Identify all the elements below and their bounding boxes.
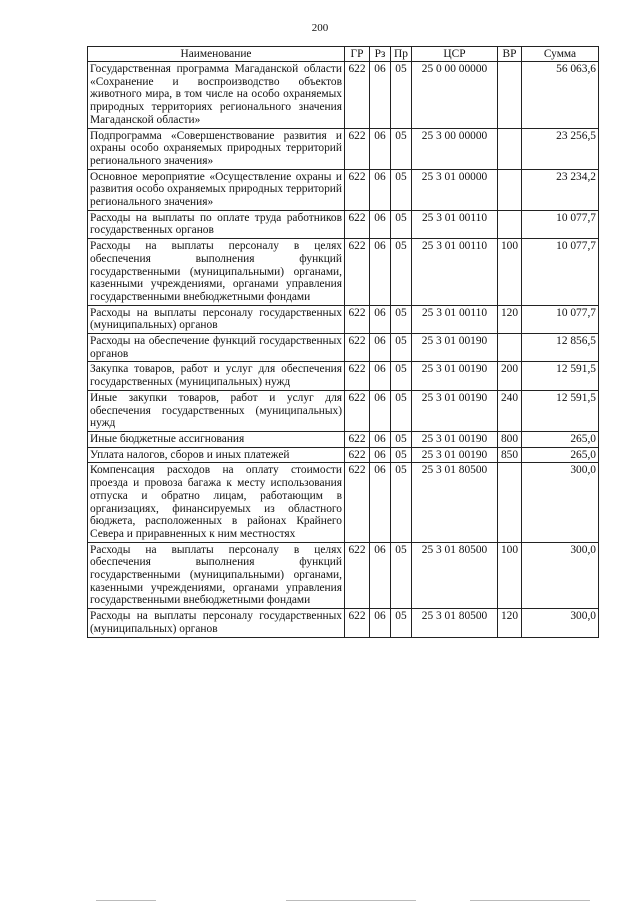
cell-sum: 10 077,7: [522, 239, 599, 306]
cell-gr: 622: [345, 463, 370, 542]
table-row: [88, 334, 599, 362]
cell-vr: [498, 169, 522, 210]
cell-gr: 622: [345, 62, 370, 129]
cell-gr: 622: [345, 609, 370, 637]
cell-pr: 05: [391, 128, 412, 169]
cell-sum: 300,0: [522, 609, 599, 637]
cell-vr: [498, 210, 522, 238]
cell-pr: 05: [391, 169, 412, 210]
cell-name: Расходы на обеспечение функций государственных органов: [88, 334, 345, 362]
table-row: [88, 210, 599, 238]
cell-vr: 240: [498, 390, 522, 431]
header-vr: ВР: [498, 47, 522, 62]
cell-rz: 06: [370, 305, 391, 333]
table-row: [88, 447, 599, 463]
cell-name: Государственная программа Магаданской области «Сохранение и воспроизводство объектов животного мира, в том числе на особо охраняемых природных территориях регионального значения Магаданской области»: [88, 62, 345, 129]
cell-rz: 06: [370, 169, 391, 210]
cell-name: Компенсация расходов на оплату стоимости проезда и провоза багажа к месту использования отпуска и обратно лицам, работающим в организациях, финансируемых из областного бюджета, расположенных в районах Крайнего Севера и приравненных к ним местностях: [88, 463, 345, 542]
cell-gr: 622: [345, 239, 370, 306]
table-row: [88, 362, 599, 390]
table-row: [88, 390, 599, 431]
cell-vr: [498, 128, 522, 169]
cell-name: Расходы на выплаты персоналу государственных (муниципальных) органов: [88, 609, 345, 637]
table-row: [88, 169, 599, 210]
table-header-row: [88, 47, 599, 62]
cell-csr: 25 3 00 00000: [412, 128, 498, 169]
table-row: [88, 305, 599, 333]
cell-vr: 100: [498, 239, 522, 306]
cell-pr: 05: [391, 334, 412, 362]
cell-gr: 622: [345, 210, 370, 238]
cell-sum: 300,0: [522, 542, 599, 609]
cell-gr: 622: [345, 305, 370, 333]
cell-csr: 25 3 01 00190: [412, 390, 498, 431]
cell-pr: 05: [391, 362, 412, 390]
table-row: [88, 463, 599, 542]
cell-gr: 622: [345, 169, 370, 210]
cell-rz: 06: [370, 431, 391, 447]
cell-gr: 622: [345, 542, 370, 609]
cell-rz: 06: [370, 609, 391, 637]
cell-sum: 265,0: [522, 431, 599, 447]
cell-pr: 05: [391, 305, 412, 333]
footer-rule: [286, 900, 416, 901]
cell-name: Расходы на выплаты персоналу в целях обеспечения выполнения функций государственными (муниципальными) органами, казенными учреждениями, органами управления государственными внебюджетными фондами: [88, 239, 345, 306]
cell-sum: 23 234,2: [522, 169, 599, 210]
cell-vr: [498, 62, 522, 129]
table-row: [88, 128, 599, 169]
cell-pr: 05: [391, 210, 412, 238]
cell-gr: 622: [345, 447, 370, 463]
cell-vr: [498, 463, 522, 542]
cell-csr: 25 3 01 00190: [412, 334, 498, 362]
cell-name: Расходы на выплаты по оплате труда работников государственных органов: [88, 210, 345, 238]
cell-sum: 23 256,5: [522, 128, 599, 169]
cell-name: Подпрограмма «Совершенствование развития и охраны особо охраняемых природных территорий регионального значения»: [88, 128, 345, 169]
cell-sum: 265,0: [522, 447, 599, 463]
cell-sum: 12 591,5: [522, 362, 599, 390]
table-row: [88, 62, 599, 129]
cell-name: Иные закупки товаров, работ и услуг для обеспечения государственных (муниципальных) нужд: [88, 390, 345, 431]
cell-pr: 05: [391, 463, 412, 542]
cell-csr: 25 3 01 00110: [412, 305, 498, 333]
cell-rz: 06: [370, 463, 391, 542]
header-pr: Пр: [391, 47, 412, 62]
cell-sum: 10 077,7: [522, 305, 599, 333]
cell-csr: 25 3 01 00110: [412, 239, 498, 306]
header-name: Наименование: [88, 47, 345, 62]
cell-pr: 05: [391, 62, 412, 129]
header-gr: ГР: [345, 47, 370, 62]
cell-sum: 300,0: [522, 463, 599, 542]
cell-pr: 05: [391, 447, 412, 463]
cell-csr: 25 3 01 00190: [412, 431, 498, 447]
cell-pr: 05: [391, 239, 412, 306]
cell-name: Основное мероприятие «Осуществление охраны и развития особо охраняемых природных территорий регионального значения»: [88, 169, 345, 210]
cell-gr: 622: [345, 334, 370, 362]
footer-rule: [470, 900, 590, 901]
cell-vr: [498, 334, 522, 362]
page-number: 200: [311, 22, 329, 34]
cell-vr: 800: [498, 431, 522, 447]
cell-rz: 06: [370, 334, 391, 362]
footer-rule: [96, 900, 156, 901]
cell-name: Закупка товаров, работ и услуг для обеспечения государственных (муниципальных) нужд: [88, 362, 345, 390]
cell-sum: 56 063,6: [522, 62, 599, 129]
cell-sum: 12 856,5: [522, 334, 599, 362]
cell-gr: 622: [345, 362, 370, 390]
cell-gr: 622: [345, 128, 370, 169]
header-rz: Рз: [370, 47, 391, 62]
cell-csr: 25 3 01 80500: [412, 463, 498, 542]
cell-csr: 25 3 01 80500: [412, 542, 498, 609]
cell-rz: 06: [370, 390, 391, 431]
cell-rz: 06: [370, 210, 391, 238]
cell-pr: 05: [391, 431, 412, 447]
cell-csr: 25 3 01 00000: [412, 169, 498, 210]
cell-vr: 120: [498, 609, 522, 637]
cell-csr: 25 3 01 00190: [412, 447, 498, 463]
table-row: [88, 239, 599, 306]
header-csr: ЦСР: [412, 47, 498, 62]
cell-gr: 622: [345, 390, 370, 431]
cell-pr: 05: [391, 609, 412, 637]
cell-rz: 06: [370, 362, 391, 390]
cell-gr: 622: [345, 431, 370, 447]
cell-rz: 06: [370, 447, 391, 463]
table-row: [88, 609, 599, 637]
cell-vr: 120: [498, 305, 522, 333]
cell-csr: 25 3 01 00110: [412, 210, 498, 238]
cell-sum: 10 077,7: [522, 210, 599, 238]
cell-rz: 06: [370, 239, 391, 306]
table-row: [88, 542, 599, 609]
budget-table: [87, 46, 599, 638]
cell-name: Расходы на выплаты персоналу в целях обеспечения выполнения функций государственными (муниципальными) органами, казенными учреждениями, органами управления государственными внебюджетными фондами: [88, 542, 345, 609]
cell-vr: 850: [498, 447, 522, 463]
cell-name: Иные бюджетные ассигнования: [88, 431, 345, 447]
cell-pr: 05: [391, 390, 412, 431]
cell-pr: 05: [391, 542, 412, 609]
header-sum: Сумма: [522, 47, 599, 62]
cell-csr: 25 3 01 00190: [412, 362, 498, 390]
cell-csr: 25 0 00 00000: [412, 62, 498, 129]
cell-rz: 06: [370, 542, 391, 609]
cell-vr: 100: [498, 542, 522, 609]
cell-sum: 12 591,5: [522, 390, 599, 431]
cell-rz: 06: [370, 62, 391, 129]
cell-name: Уплата налогов, сборов и иных платежей: [88, 447, 345, 463]
cell-vr: 200: [498, 362, 522, 390]
table-row: [88, 431, 599, 447]
cell-rz: 06: [370, 128, 391, 169]
cell-name: Расходы на выплаты персоналу государственных (муниципальных) органов: [88, 305, 345, 333]
cell-csr: 25 3 01 80500: [412, 609, 498, 637]
